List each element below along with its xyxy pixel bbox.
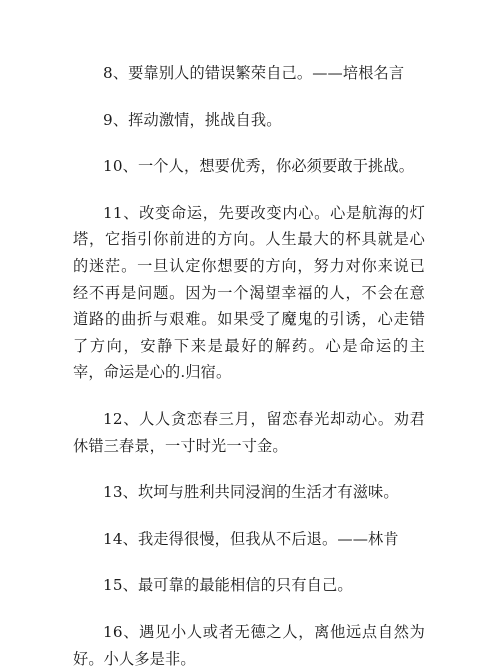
quote-paragraph-12: 12、人人贪恋春三月，留恋春光却动心。劝君休错三春景，一寸时光一寸金。 — [73, 409, 425, 455]
document-body — [73, 60, 425, 672]
quote-paragraph-8: 8、要靠别人的错误繁荣自己。——培根名言 — [103, 64, 405, 82]
quote-paragraph-16: 16、遇见小人或者无德之人，离他远点自然为好。小人多是非。 — [73, 622, 425, 668]
quote-paragraph-15: 15、最可靠的最能相信的只有自己。 — [103, 576, 353, 595]
quote-paragraph-14: 14、我走得很慢，但我从不后退。——林肯 — [103, 529, 399, 548]
quote-paragraph-9: 9、挥动激情，挑战自我。 — [103, 110, 282, 129]
quote-paragraph-10: 10、一个人，想要优秀，你必须要敢于挑战。 — [103, 157, 415, 176]
quote-paragraph-13: 13、坎坷与胜利共同浸润的生活才有滋味。 — [103, 483, 399, 502]
quote-paragraph-11: 11、改变命运，先要改变内心。心是航海的灯塔，它指引你前进的方向。人生最大的杯具就是心的迷茫。一旦认定你想要的方向，努力对你来说已经不再是问题。因为一个渴望幸福的人，不会在意道路的曲折与艰难。如果受了魔鬼的引诱，心走错了方向，安静下来是最好的解药。心是命运的主宰，命运是心的.归宿。 — [73, 203, 425, 382]
